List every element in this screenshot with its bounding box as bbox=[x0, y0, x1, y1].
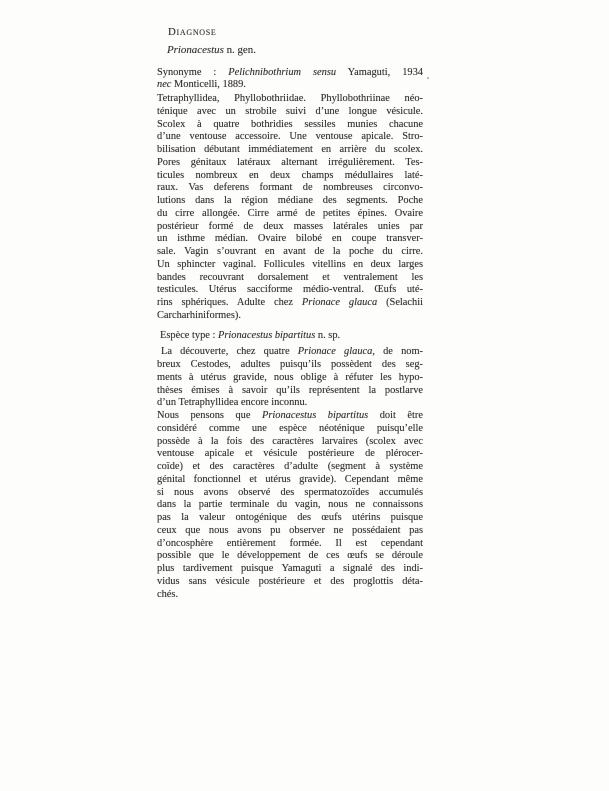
text-line bbox=[157, 259, 423, 272]
text-segment: si nous avons observé des spermatozoïdes accumulés bbox=[157, 486, 423, 498]
text-segment: vidus sans vésicule postérieure et des proglottis déta- bbox=[157, 575, 423, 587]
text-line bbox=[157, 67, 423, 80]
taxon-name: Pelichnibothrium sensu bbox=[228, 66, 337, 78]
text-line bbox=[157, 170, 423, 183]
text-segment: Monticelli, 1889. bbox=[171, 79, 246, 91]
text-segment: thèses émises à savoir qu’ils représentent la postlarve bbox=[157, 384, 423, 396]
text-segment: un isthme médian. Ovaire bilobé en coupe transver- bbox=[157, 233, 423, 245]
text-line bbox=[157, 284, 423, 297]
text-line bbox=[157, 538, 423, 551]
text-segment: n. sp. bbox=[315, 329, 341, 341]
text-segment: pas la valeur ontogénique des œufs utérins puisque bbox=[157, 512, 423, 523]
text-line bbox=[157, 233, 423, 246]
text-segment: Espèce type : bbox=[160, 329, 218, 341]
text-line bbox=[157, 550, 423, 563]
text-line bbox=[157, 106, 423, 119]
text-segment: (Selachii bbox=[377, 297, 424, 308]
text-line bbox=[157, 372, 423, 385]
text-line bbox=[157, 487, 423, 500]
text-segment: chés. bbox=[157, 588, 179, 600]
text-line bbox=[157, 499, 423, 512]
taxon-name: Prionacestus bipartitus bbox=[218, 329, 316, 341]
text-line bbox=[157, 272, 423, 285]
taxon-name: Prionacestus bipartitus bbox=[262, 410, 369, 421]
taxon-name: Prionacestus bbox=[167, 43, 224, 56]
text-segment: coïde) et des caractères d’adulte (segment à système bbox=[157, 461, 423, 472]
genus-heading bbox=[167, 44, 423, 57]
text-segment: possède à la fois des caractères larvaires (scolex avec bbox=[157, 435, 423, 447]
text-segment: Un sphincter vaginal. Follicules vitellins en deux larges bbox=[157, 258, 423, 270]
text-segment: ticules nombreux en deux champs médullaires laté- bbox=[157, 169, 423, 181]
text-segment: rins sphériques. Adulte chez bbox=[157, 297, 302, 308]
text-segment: testicules. Utérus sacciforme médio-ventral. Œufs uté- bbox=[157, 284, 423, 296]
text-line bbox=[157, 208, 423, 221]
text-line bbox=[157, 461, 423, 474]
text-line bbox=[157, 525, 423, 538]
text-segment: dans la partie terminale du vagin, nous ne connaissons bbox=[157, 499, 423, 511]
text-segment: sale. Vagin s’ouvrant en avant de la poche du cirre. bbox=[157, 246, 423, 257]
text-line bbox=[157, 246, 423, 259]
text-segment: Diagnose bbox=[168, 26, 217, 38]
text-segment: Synonyme : bbox=[157, 66, 229, 78]
text-line bbox=[157, 79, 423, 92]
text-segment: ventouse apicale et vésicule postérieure de plérocer- bbox=[157, 448, 423, 460]
synonymy-paragraph bbox=[157, 67, 423, 93]
diagnosis-paragraph bbox=[157, 93, 423, 323]
text-segment: lutions dans la région médiane des segments. Poche bbox=[157, 195, 423, 206]
text-line bbox=[157, 359, 423, 372]
text-segment: bilisation débutant immédiatement en arrière du scolex. bbox=[157, 144, 423, 155]
scan-speck bbox=[427, 77, 429, 79]
text-segment: postérieur formé de deux masses latérales unies par bbox=[157, 220, 423, 232]
text-segment: breux Cestodes, adultes puisqu’ils possèdent des seg- bbox=[157, 359, 423, 370]
taxon-name: nec bbox=[157, 79, 172, 91]
discussion-paragraph-1 bbox=[157, 346, 423, 410]
text-segment: Carcharhiniformes). bbox=[157, 309, 241, 321]
text-line bbox=[167, 44, 423, 57]
text-line bbox=[157, 563, 423, 576]
text-line bbox=[157, 144, 423, 157]
discussion-paragraph-2 bbox=[157, 410, 423, 601]
text-segment: Pores génitaux latéraux alternant irrégulièrement. Tes- bbox=[157, 156, 423, 168]
text-segment: Scolex à quatre bothridies sessiles munies chacune bbox=[157, 118, 423, 130]
text-segment: génital fonctionnel et utérus gravide). Cependant même bbox=[157, 473, 423, 485]
text-segment: d’oncosphère entièrement formée. Il est cependant bbox=[157, 537, 423, 549]
text-line bbox=[157, 221, 423, 234]
text-line bbox=[157, 297, 423, 310]
text-line bbox=[157, 474, 423, 487]
text-segment: ments à utérus gravide, nous oblige à réfuter les hypo- bbox=[157, 371, 423, 383]
text-segment: du cirre allongée. Cirre armé de petites épines. Ovaire bbox=[157, 207, 423, 219]
text-line bbox=[157, 119, 423, 132]
text-segment: plus tardivement puisque Yamaguti a signalé des indi- bbox=[157, 563, 423, 574]
text-line bbox=[157, 436, 423, 449]
text-segment: La découverte, chez quatre bbox=[161, 346, 298, 358]
text-line bbox=[157, 576, 423, 589]
text-line bbox=[157, 397, 423, 410]
text-segment: possible que le développement de ces œufs se déroule bbox=[157, 550, 423, 562]
type-species-line bbox=[157, 330, 423, 343]
text-line bbox=[157, 448, 423, 461]
text-segment: d’un Tetraphyllidea encore inconnu. bbox=[157, 397, 308, 409]
text-segment: ceux que nous avons pu observer ne possédaient pas bbox=[157, 524, 423, 536]
text-segment: doit être bbox=[368, 410, 423, 421]
text-segment: n. gen. bbox=[223, 43, 256, 56]
text-segment: Nous pensons que bbox=[157, 410, 262, 421]
taxon-name: Prionace glauca bbox=[297, 346, 373, 358]
text-line bbox=[157, 93, 423, 106]
text-line bbox=[157, 589, 423, 602]
text-segment: Yamaguti, 1934 bbox=[336, 66, 423, 78]
text-line bbox=[157, 423, 423, 436]
text-segment: ténique avec un strobile suivi d’une longue vésicule. bbox=[157, 105, 423, 117]
text-column bbox=[157, 26, 423, 601]
text-line bbox=[157, 385, 423, 398]
text-segment: Tetraphyllidea, Phyllobothriidae. Phyllobothriinae néo- bbox=[157, 93, 423, 104]
text-line bbox=[157, 512, 423, 525]
section-heading-diagnose bbox=[168, 26, 423, 39]
text-line bbox=[157, 346, 423, 359]
text-segment: raux. Vas deferens formant de nombreuses circonvo- bbox=[157, 182, 423, 194]
text-segment: , de nom- bbox=[372, 346, 424, 358]
taxon-name: Prionace glauca bbox=[301, 297, 378, 308]
text-segment: bandes recouvrant dorsalement et ventralement les bbox=[157, 271, 423, 283]
text-line bbox=[157, 131, 423, 144]
text-line bbox=[157, 310, 423, 323]
text-line bbox=[157, 182, 423, 195]
text-segment: d’une ventouse accessoire. Une ventouse apicale. Stro- bbox=[157, 131, 423, 143]
text-line bbox=[157, 157, 423, 170]
text-line bbox=[157, 330, 423, 343]
text-line bbox=[157, 410, 423, 423]
text-line bbox=[157, 195, 423, 208]
text-line bbox=[168, 26, 423, 39]
text-segment: considéré comme une espèce néoténique puisqu’elle bbox=[157, 422, 423, 434]
